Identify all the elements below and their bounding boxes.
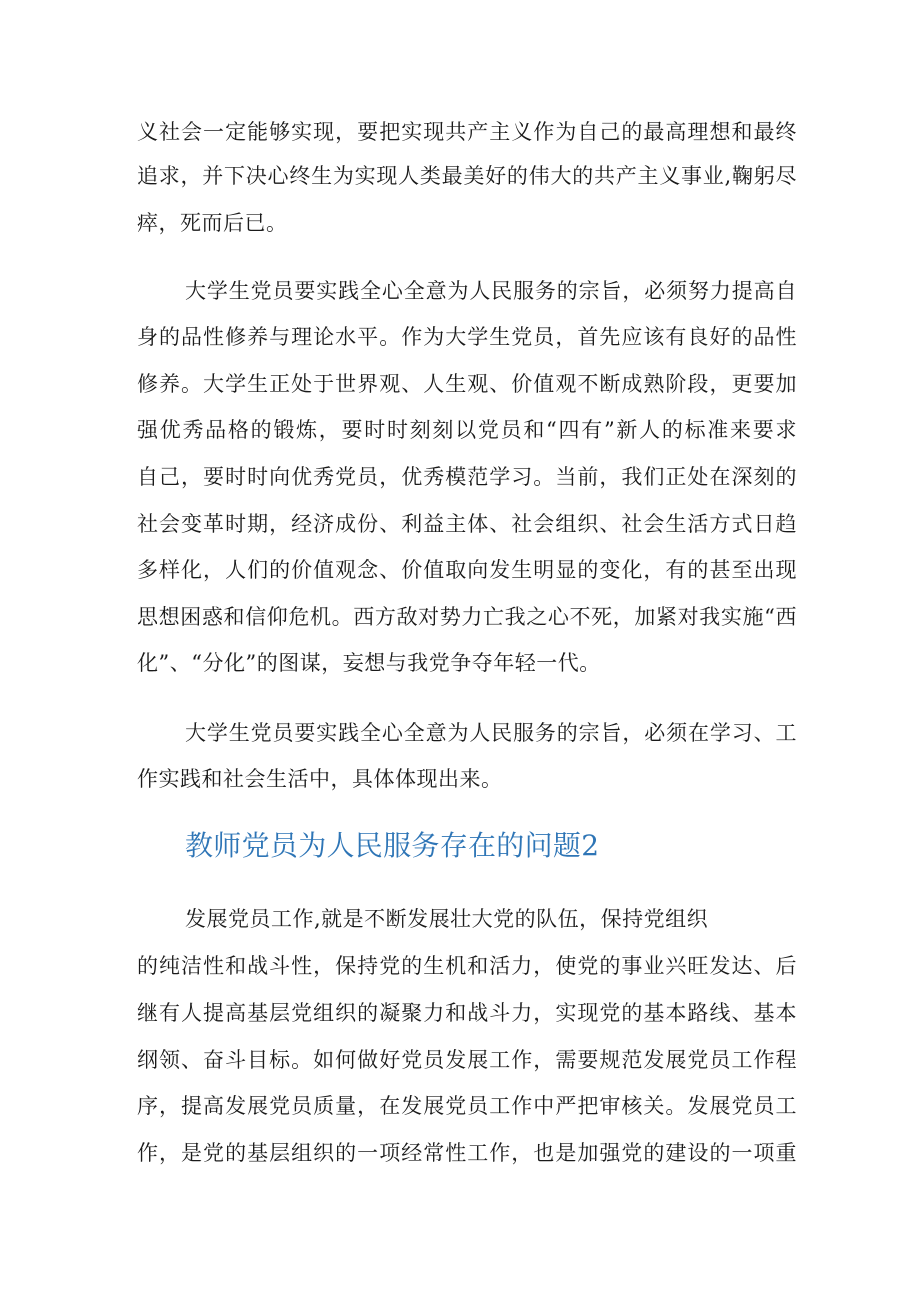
paragraph-line: 化”、“分化”的图谋，妄想与我党争夺年轻一代。 xyxy=(137,651,601,675)
section-heading: 教师党员为人民服务存在的问题2 xyxy=(185,829,600,862)
paragraph-line: 的纯洁性和战斗性，保持党的生机和活力，使党的事业兴旺发达、后 xyxy=(137,954,797,978)
paragraph-line: 追求，并下决心终生为实现人类最美好的伟大的共产主义事业,鞠躬尽 xyxy=(137,164,797,188)
paragraph-line: 发展党员工作,就是不断发展壮大党的队伍，保持党组织 xyxy=(185,907,709,931)
paragraph-line: 作实践和社会生活中，具体体现出来。 xyxy=(137,767,503,791)
paragraph-line: 作，是党的基层组织的一项经常性工作，也是加强党的建设的一项重 xyxy=(137,1141,797,1165)
paragraph-line: 修养。大学生正处于世界观、人生观、价值观不断成熟阶段，更要加 xyxy=(137,372,797,396)
paragraph-line: 大学生党员要实践全心全意为人民服务的宗旨，必须努力提高自 xyxy=(185,279,797,303)
paragraph-line: 纲领、奋斗目标。如何做好党员发展工作，需要规范发展党员工作程 xyxy=(137,1048,797,1072)
paragraph-line: 强优秀品格的锻炼，要时时刻刻以党员和“四有”新人的标准来要求 xyxy=(137,418,797,442)
paragraph-line: 自己，要时时向优秀党员，优秀模范学习。当前，我们正处在深刻的 xyxy=(137,465,797,489)
paragraph-line: 瘁，死而后已。 xyxy=(137,211,288,235)
paragraph-line: 思想困惑和信仰危机。西方敌对势力亡我之心不死，加紧对我实施“西 xyxy=(137,605,797,629)
paragraph-line: 序，提高发展党员质量，在发展党员工作中严把审核关。发展党员工 xyxy=(137,1094,797,1118)
paragraph-line: 多样化，人们的价值观念、价值取向发生明显的变化，有的甚至出现 xyxy=(137,558,797,582)
paragraph-line: 义社会一定能够实现，要把实现共产主义作为自己的最高理想和最终 xyxy=(137,120,797,144)
paragraph-line: 继有人提高基层党组织的凝聚力和战斗力，实现党的基本路线、基本 xyxy=(137,1001,797,1025)
paragraph-line: 大学生党员要实践全心全意为人民服务的宗旨，必须在学习、工 xyxy=(185,721,797,745)
paragraph-line: 身的品性修养与理论水平。作为大学生党员，首先应该有良好的品性 xyxy=(137,325,797,349)
paragraph-line: 社会变革时期，经济成份、利益主体、社会组织、社会生活方式日趋 xyxy=(137,512,797,536)
